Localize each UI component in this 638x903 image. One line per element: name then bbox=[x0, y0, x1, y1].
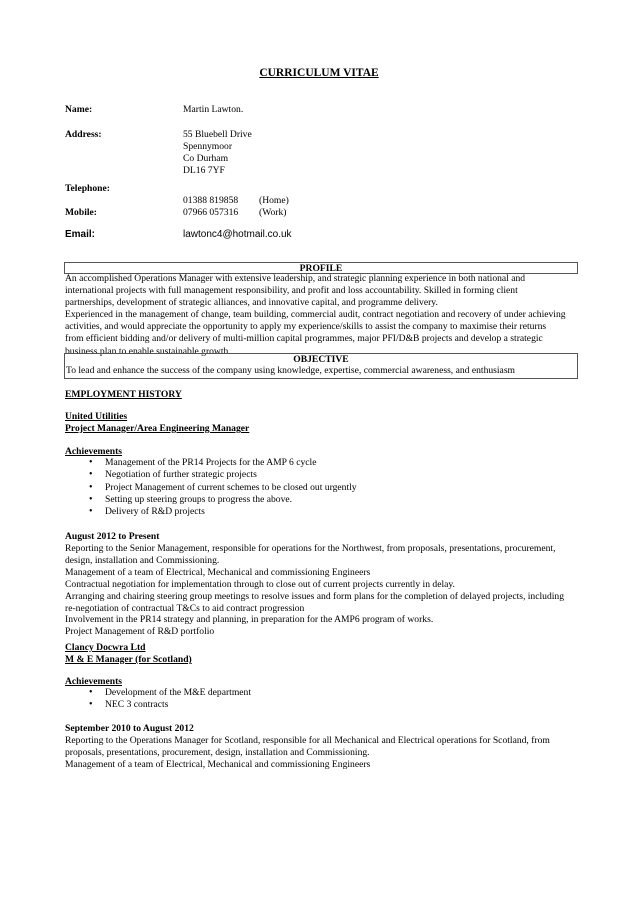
description-line: Contractual negotiation for implementation through to close out of current projects currently in delay. bbox=[65, 578, 455, 590]
address-line-4: DL16 7YF bbox=[183, 165, 225, 176]
telephone-value: 01388 819858 bbox=[183, 195, 239, 206]
objective-heading: OBJECTIVE bbox=[293, 354, 349, 365]
address-label: Address: bbox=[65, 129, 102, 140]
job1-role: Project Manager/Area Engineering Manager bbox=[65, 423, 250, 434]
profile-line: from efficient bidding and/or delivery of multi-million capital programmes, major PFI/D&B projects and develop a strategic bbox=[65, 333, 543, 345]
job1-description bbox=[65, 543, 580, 638]
list-item: • Negotiation of further strategic projects bbox=[65, 469, 357, 481]
profile-line: activities, and would appreciate the opportunity to apply my experience/skills to assist the company to maximise their returns bbox=[65, 321, 547, 333]
list-item: • Setting up steering groups to progress the above. bbox=[65, 494, 357, 506]
description-line: Project Management of R&D portfolio bbox=[65, 626, 215, 638]
job2-achievements-list bbox=[65, 687, 251, 712]
employment-heading: EMPLOYMENT HISTORY bbox=[65, 389, 182, 400]
address-line-3: Co Durham bbox=[183, 153, 229, 164]
list-item: • Management of the PR14 Projects for the AMP 6 cycle bbox=[65, 457, 357, 469]
job2-description bbox=[65, 735, 580, 771]
description-line: Involvement in the PR14 strategy and planning, in preparation for the AMP6 program of works. bbox=[65, 614, 434, 626]
job2-achievements-label: Achievements bbox=[65, 676, 123, 687]
address-line-2: Spennymoor bbox=[183, 141, 233, 152]
job2-period: September 2010 to August 2012 bbox=[65, 723, 194, 734]
profile-line: international projects with full management responsibility, and profit and loss accountability. Skilled in forming client bbox=[65, 285, 518, 297]
job2-company: Clancy Docwra Ltd bbox=[65, 642, 146, 653]
telephone-kind: (Home) bbox=[259, 195, 289, 206]
mobile-value: 07966 057316 bbox=[183, 207, 239, 218]
objective-text: To lead and enhance the success of the company using knowledge, expertise, commercial awareness, and enthusiasm bbox=[66, 365, 516, 376]
description-line: Reporting to the Senior Management, responsible for operations for the Northwest, from proposals, presentations, procurement, bbox=[65, 543, 556, 554]
list-item: • Development of the M&E department bbox=[65, 687, 251, 699]
mobile-kind: (Work) bbox=[259, 207, 287, 218]
list-item: • Delivery of R&D projects bbox=[65, 506, 357, 518]
description-line: design, installation and Commissioning. bbox=[65, 554, 220, 566]
email-label: Email: bbox=[65, 229, 96, 240]
profile-line: An accomplished Operations Manager with extensive leadership, and strategic planning experience in both national and bbox=[65, 273, 526, 284]
telephone-label: Telephone: bbox=[65, 183, 110, 194]
objective-box bbox=[64, 353, 578, 379]
profile-text bbox=[65, 273, 580, 358]
profile-heading: PROFILE bbox=[299, 263, 343, 274]
description-line: Arranging and chairing steering group meetings to resolve issues and form plans for the completion of delayed projects, including bbox=[65, 590, 565, 602]
name-label: Name: bbox=[65, 104, 93, 115]
job1-period: August 2012 to Present bbox=[65, 531, 160, 542]
description-line: Reporting to the Operations Manager for Scotland, responsible for all Mechanical and Electrical operations for Scotland, from bbox=[65, 735, 550, 746]
description-line: Management of a team of Electrical, Mechanical and commissioning Engineers bbox=[65, 758, 371, 770]
list-item: • Project Management of current schemes to be closed out urgently bbox=[65, 482, 357, 494]
profile-line: business plan to enable sustainable growth. bbox=[65, 345, 231, 357]
mobile-label: Mobile: bbox=[65, 207, 97, 218]
list-item: • NEC 3 contracts bbox=[65, 699, 251, 711]
job1-achievements-list bbox=[65, 457, 357, 518]
job1-achievements-label: Achievements bbox=[65, 446, 123, 457]
email-value: lawtonc4@hotmail.co.uk bbox=[183, 229, 292, 240]
profile-line: Experienced in the management of change, team building, commercial audit, contract negotiation and recovery of under achieving bbox=[65, 309, 566, 321]
job2-role: M & E Manager (for Scotland) bbox=[65, 654, 192, 665]
description-line: proposals, presentations, procurement, design, installation and Commissioning. bbox=[65, 746, 370, 758]
description-line: re-negotiation of contractual T&Cs to aid contract progression bbox=[65, 602, 305, 614]
job1-company: United Utilities bbox=[65, 411, 128, 422]
description-line: Management of a team of Electrical, Mechanical and commissioning Engineers bbox=[65, 566, 371, 578]
profile-line: partnerships, development of strategic alliances, and innovative capital, and programme delivery. bbox=[65, 297, 438, 309]
document-title: CURRICULUM VITAE bbox=[259, 67, 379, 79]
name-value: Martin Lawton. bbox=[183, 104, 244, 115]
address-line-1: 55 Bluebell Drive bbox=[183, 129, 252, 140]
